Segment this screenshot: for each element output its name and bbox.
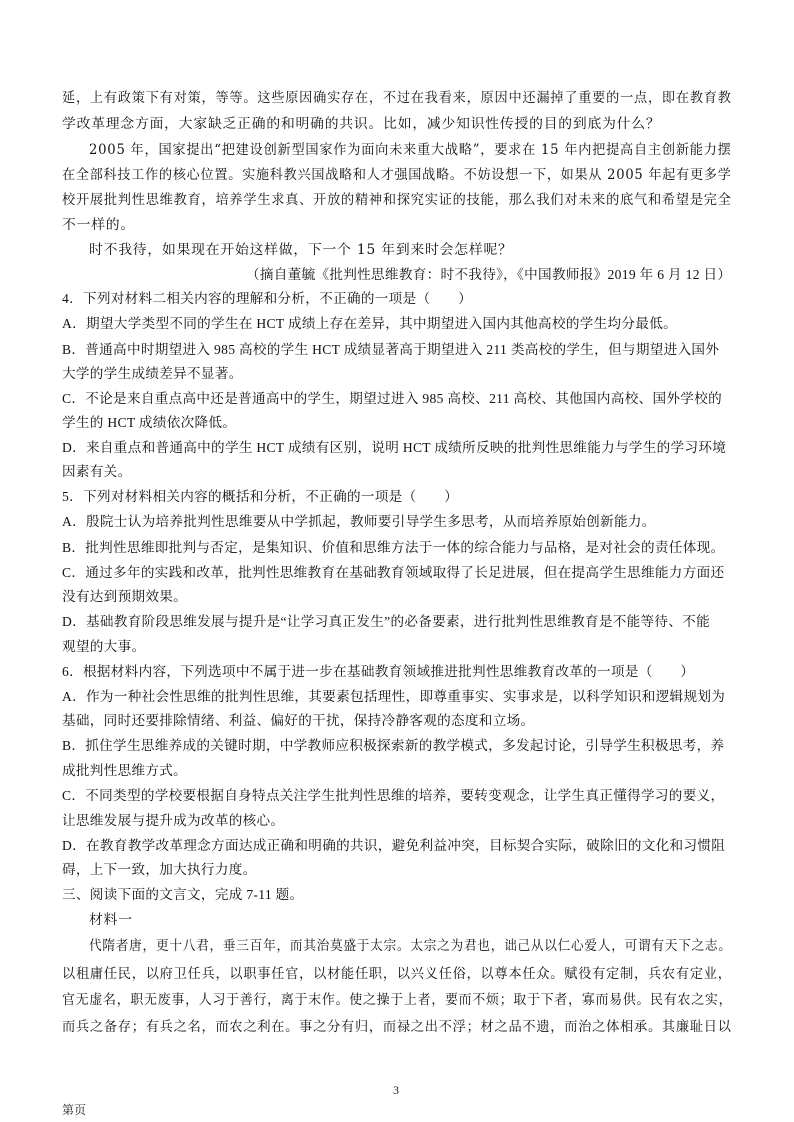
- classical-text-line-3: 官无虚名，职无废事，人习于善行，离于末作。使之操于上者，要而不烦；取于下者，寡而易供。民有农之实，: [62, 992, 733, 1008]
- q6-option-d-line2: 碍，上下一致，加大执行力度。: [62, 862, 257, 877]
- q5-stem: 5．下列对材料相关内容的概括和分析，不正确的一项是（ ）: [62, 489, 459, 504]
- intro-line-3: 2005 年，国家提出“把建设创新型国家作为面向未来重大战略”，要求在 15 年内把提高自主创新能力摆: [89, 142, 732, 158]
- intro-line-6: 不一样的。: [62, 217, 135, 233]
- intro-line-1: 延，上有政策下有对策，等等。这些原因确实存在，不过在我看来，原因中还漏掉了重要的一点，即在教育教: [62, 90, 732, 106]
- intro-line-4: 在全部科技工作的核心位置。实施科教兴国战略和人才强国战略。不妨设想一下，如果从 2005 年起有更多学: [62, 167, 732, 183]
- intro-line-2: 学改革理念方面，大家缺乏正确的和明确的共识。比如，减少知识性传授的目的到底为什么？: [62, 116, 661, 132]
- q4-stem: 4．下列对材料二相关内容的理解和分析，不正确的一项是（ ）: [62, 291, 473, 306]
- source-citation: （摘自董毓《批判性思维教育：时不我待》，《中国教师报》2019 年 6 月 12 日）: [246, 267, 732, 282]
- q4-option-b-line2: 大学的学生成绩差异不显著。: [62, 366, 243, 381]
- q6-option-c-line1: C．不同类型的学校要根据自身特点关注学生批判性思维的培养，要转变观念，让学生真正懂得学习的要义，: [62, 788, 725, 803]
- q6-option-b-line1: B．抓住学生思维养成的关键时期，中学教师应积极探索新的教学模式，多发起讨论，引导学生积极思考，养: [62, 738, 725, 753]
- q4-option-d-line1: D．来自重点和普通高中的学生 HCT 成绩有区别，说明 HCT 成绩所反映的批判性思维能力与学生的学习环境: [62, 440, 727, 455]
- q4-option-c-line1: C．不论是来自重点高中还是普通高中的学生，期望过进入 985 高校、211 高校、其他国内高校、国外学校的: [62, 391, 722, 406]
- q5-option-c-line2: 没有达到预期效果。: [62, 589, 188, 604]
- q5-option-b: B．批判性思维即批判与否定，是集知识、价值和思维方法于一体的综合能力与品格，是对社会的责任体现。: [62, 540, 725, 555]
- q4-option-b-line1: B．普通高中时期望进入 985 高校的学生 HCT 成绩显著高于期望进入 211 类高校的学生，但与期望进入国外: [62, 342, 720, 357]
- q6-option-a-line1: A．作为一种社会性思维的批判性思维，其要素包括理性，即尊重事实、实事求是，以科学知识和逻辑规划为: [62, 689, 726, 704]
- section-3-heading: 三、阅读下面的文言文，完成 7-11 题。: [62, 887, 304, 902]
- q4-option-a: A．期望大学类型不同的学生在 HCT 成绩上存在差异，其中期望进入国内其他高校的学生均分最低。: [62, 316, 677, 331]
- page-footer-label: 第页: [62, 1103, 87, 1117]
- intro-line-7: 时不我待，如果现在开始这样做，下一个 15 年到来时会怎样呢？: [89, 242, 513, 258]
- q6-option-d-line1: D．在教育教学改革理念方面达成正确和明确的共识，避免利益冲突，目标契合实际，破除旧的文化和习惯阻: [62, 838, 726, 853]
- q4-option-c-line2: 学生的 HCT 成绩依次降低。: [62, 415, 237, 430]
- q6-stem: 6．根据材料内容，下列选项中不属于进一步在基础教育领域推进批判性思维教育改革的一项是（ ）: [62, 664, 695, 679]
- material-1-label: 材料一: [89, 912, 133, 928]
- q6-option-c-line2: 让思维发展与提升成为改革的核心。: [62, 813, 285, 828]
- classical-text-line-1: 代隋者唐，更十八君，垂三百年，而其治莫盛于太宗。太宗之为君也，诎己从以仁心爱人，可谓有天下之志。: [89, 938, 732, 954]
- q5-option-c-line1: C．通过多年的实践和改革，批判性思维教育在基础教育领域取得了长足进展，但在提高学生思维能力方面还: [62, 565, 725, 580]
- classical-text-line-4: 而兵之备存；有兵之名，而农之利在。事之分有归，而禄之出不浮；材之品不遗，而治之体相承。其廉耻日以: [62, 1019, 732, 1035]
- q6-option-b-line2: 成批判性思维方式。: [62, 763, 188, 778]
- q4-option-d-line2: 因素有关。: [62, 464, 132, 479]
- classical-text-line-2: 以租庸任民，以府卫任兵，以职事任官，以材能任职，以兴义任俗，以尊本任众。赋役有定制，兵农有定业，: [62, 966, 732, 982]
- q5-option-d-line1: D．基础教育阶段思维发展与提升是“让学习真正发生”的必备要素，进行批判性思维教育是不能等待、不能: [62, 614, 710, 629]
- q6-option-a-line2: 基础，同时还要排除情绪、利益、偏好的干扰，保持冷静客观的态度和立场。: [62, 713, 535, 728]
- page-number: 3: [393, 1083, 399, 1097]
- q5-option-a: A．殷院士认为培养批判性思维要从中学抓起，教师要引导学生多思考，从而培养原始创新能力。: [62, 514, 656, 529]
- q5-option-d-line2: 观望的大事。: [62, 639, 146, 654]
- intro-line-5: 校开展批判性思维教育，培养学生求真、开放的精神和探究实证的技能，那么我们对未来的底气和希望是完全: [62, 192, 732, 208]
